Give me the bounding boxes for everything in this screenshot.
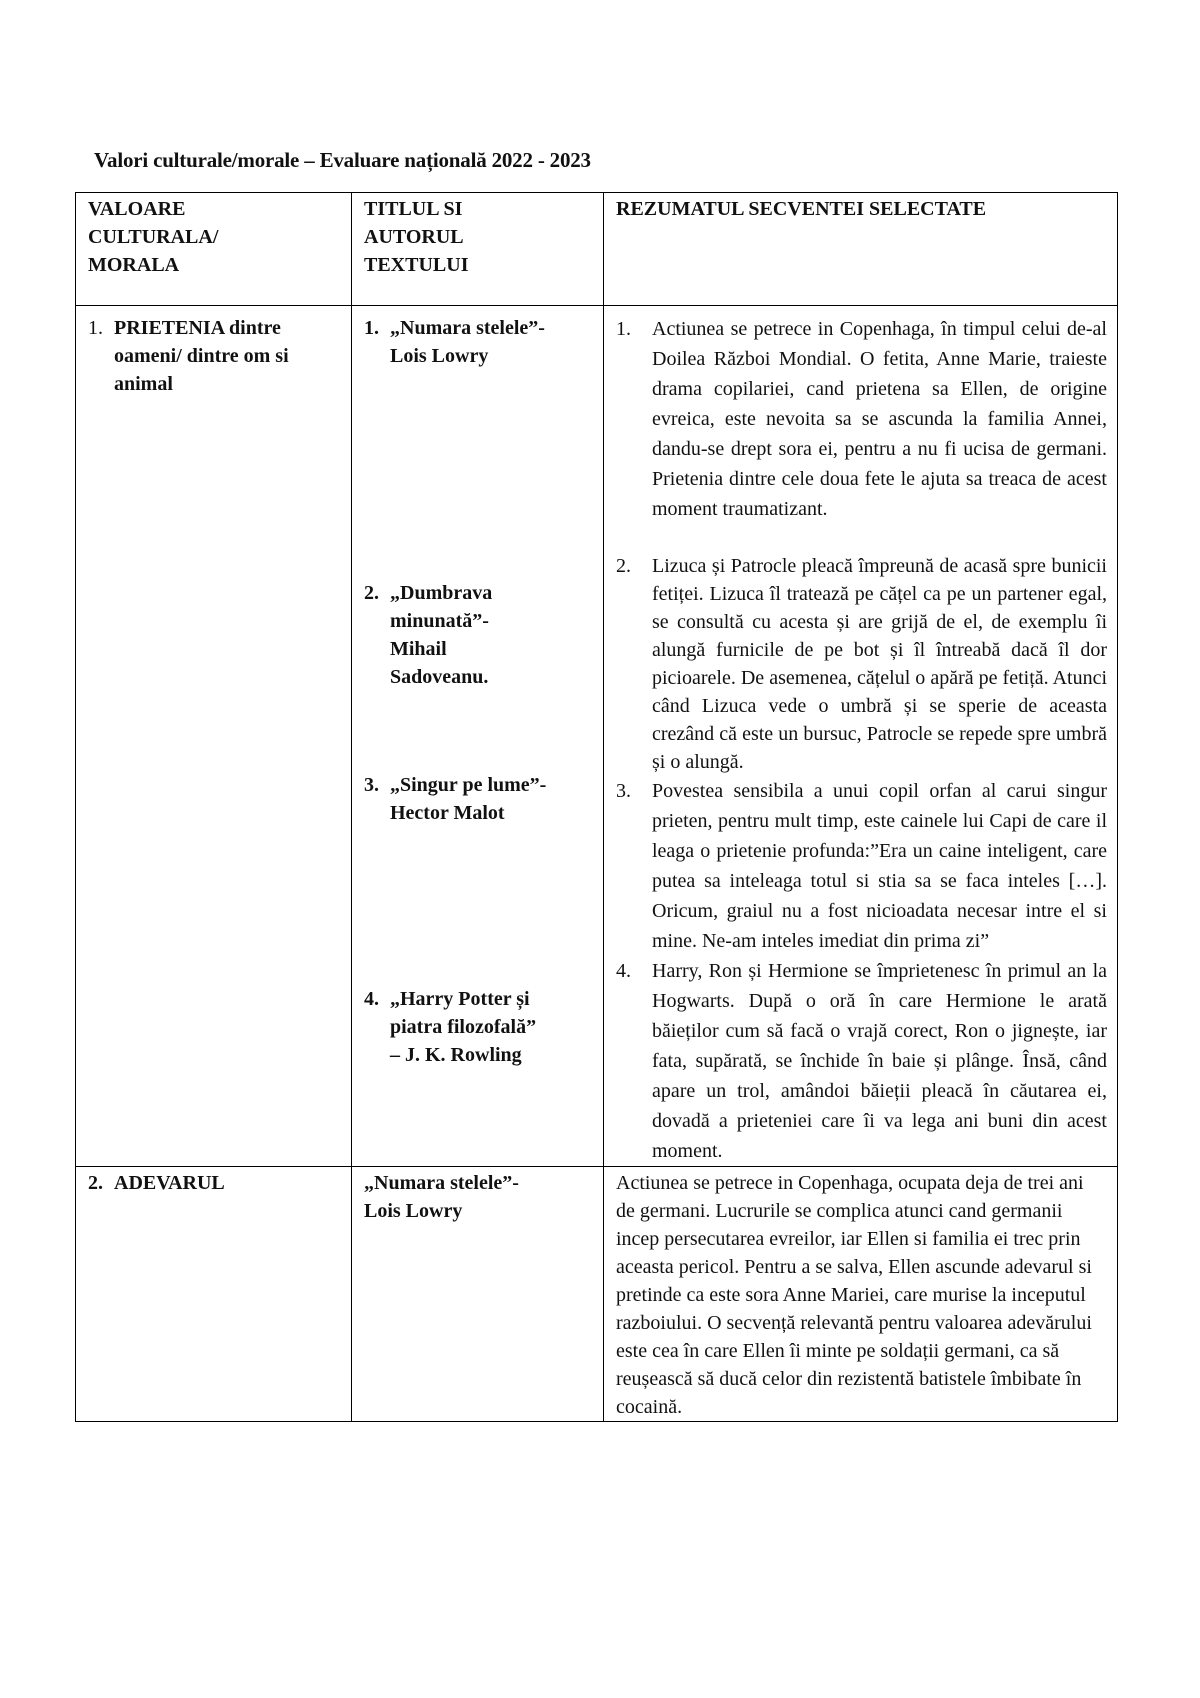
table-row (76, 306, 1118, 1167)
title-item: 4. „Harry Potter și piatra filozofală” – J. K. Rowling (364, 988, 537, 1066)
title-item: „Numara stelele”- Lois Lowry (364, 1172, 519, 1222)
title-item: 3. „Singur pe lume”- Hector Malot (364, 774, 547, 824)
row1-titles-cell (352, 306, 604, 1167)
document-title: Valori culturale/morale – Evaluare națională 2022 - 2023 (94, 148, 591, 172)
header-title-author: TITLUL SI AUTORUL TEXTULUI (352, 193, 604, 306)
title-item: 1. „Numara stelele”- Lois Lowry (364, 317, 545, 367)
summary-item: 3. Povestea sensibila a unui copil orfan al carui singur prieten, pentru mult timp, este cainele lui Capi de care il leaga o prietenie profunda:”Era un caine inteligent, care putea sa inteleaga totul si stia sa se faca inteles […]. Oricum, graiul nu a fost nicioadata necesar intre el si mine. Ne-am inteles imediat din prima zi” (616, 780, 1107, 952)
row2-value-cell (76, 1167, 352, 1422)
table-row (76, 1167, 1118, 1422)
title-item: 2. „Dumbrava minunată”- Mihail Sadoveanu. (364, 582, 493, 688)
row1-summaries-cell (604, 306, 1118, 1167)
row2-summary-cell: Actiunea se petrece in Copenhaga, ocupata deja de trei ani de germani. Lucrurile se complica atunci cand germanii incep persecutarea evreilor, iar Ellen si familia ei trec prin aceasta pericol. Pentru a se salva, Ellen ascunde adevarul si pretinde ca este sora Anne Mariei, care murise la inceputul razboiului. O secvență relevantă pentru valoarea adevărului este cea în care Ellen îi minte pe soldații germani, ca să reușească să ducă celor din rezistentă batistele îmbibate în cocaină. (604, 1167, 1118, 1422)
row2-title-cell (352, 1167, 604, 1422)
summary-item: 1. Actiunea se petrece in Copenhaga, în timpul celui de-al Doilea Război Mondial. O fetita, Anne Marie, traieste drama copilariei, cand prietena sa Ellen, de origine evreica, este nevoita sa se ascunda la familia Annei, dandu-se drept sora ei, pentru a nu fi ucisa de germani. Prietenia dintre cele doua fete le ajuta sa treaca de acest moment traumatizant. (616, 318, 1107, 520)
row1-value-cell (76, 306, 352, 1167)
value-truth: 2. ADEVARUL (88, 1172, 225, 1194)
header-summary: REZUMATUL SECVENTEI SELECTATE (604, 193, 1118, 306)
table-header-row (76, 193, 1118, 306)
summary-item: 4. Harry, Ron și Hermione se împrietenesc în primul an la Hogwarts. După o oră în care Hermione le arată băieților cum să facă o vrajă corect, Ron o jignește, iar fata, supărată, se închide în baie și plânge. Însă, când apare un trol, amândoi băieții pleacă în căutarea ei, dovadă a prieteniei care îi va lega ani buni din acest moment. (616, 960, 1107, 1162)
values-table (75, 192, 1118, 1422)
header-value: VALOARE CULTURALA/ MORALA (76, 193, 352, 306)
summary-item: 2. Lizuca și Patrocle pleacă împreună de acasă spre bunicii fetiței. Lizuca îl tratează pe cățel ca pe un partener egal, se consultă cu acesta și are grijă de el, de exemplu îi alungă furnicile de pe bot și îl întreabă dacă îl dor picioarele. De asemenea, cățelul o apără pe fetiță. Atunci când Lizuca vede o umbră și se sperie de aceasta crezând că este un bursuc, Patrocle se repede spre umbră și o alungă. (616, 555, 1107, 773)
value-friendship: 1. PRIETENIA dintre oameni/ dintre om si animal (88, 317, 289, 395)
